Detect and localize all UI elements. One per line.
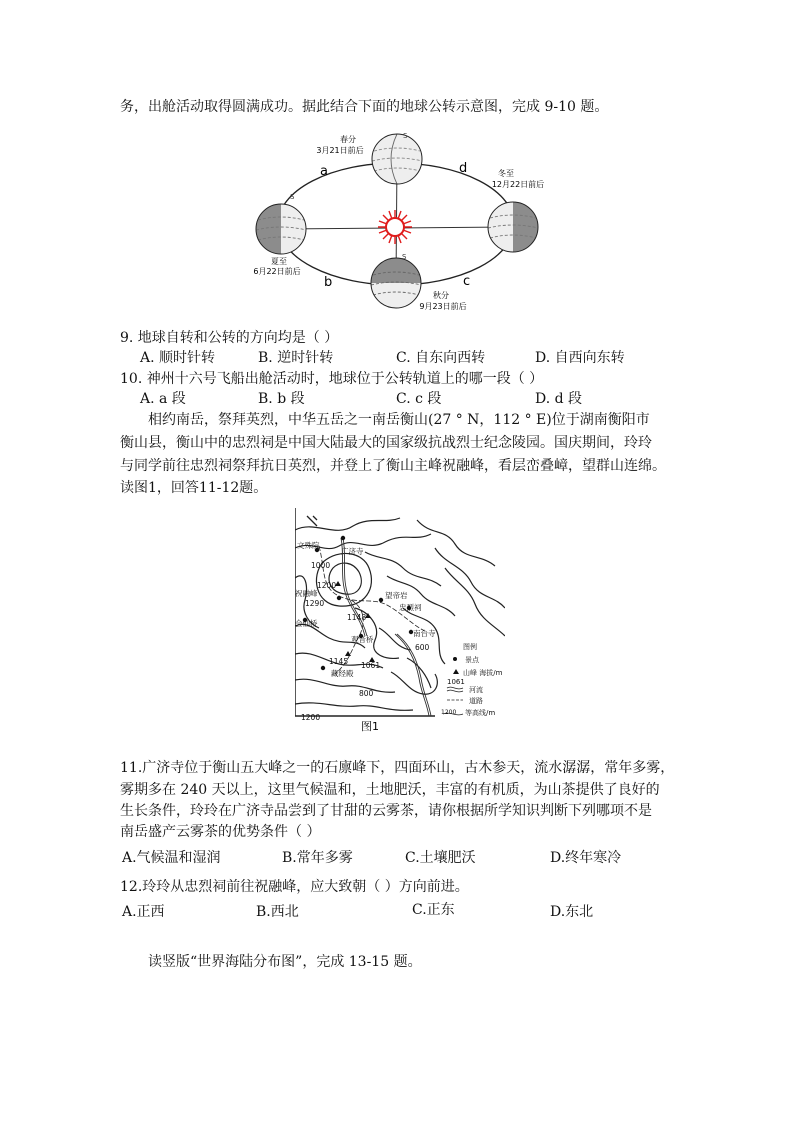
q9-option-d[interactable]: D. 自西向东转 [535, 350, 625, 366]
legend-spot: 景点 [465, 656, 479, 664]
q11-line-1: 11.广济寺位于衡山五大峰之一的石廪峰下，四面环山，古木参天，流水潺潺，常年多雾， [120, 760, 675, 776]
q12-option-b[interactable]: B.西北 [256, 904, 299, 920]
q9-option-a[interactable]: A. 顺时针转 [140, 350, 216, 366]
q10-stem: 10. 神州十六号飞船出舱活动时，地球位于公转轨道上的哪一段（ ） [120, 371, 544, 387]
passage-line-1: 相约南岳，祭拜英烈，中华五岳之一南岳衡山(27 ° N，112 ° E)位于湖南衡阳市 [148, 412, 650, 428]
elev-1148: 1148 [347, 613, 367, 622]
passage-line-2: 衡山县，衡山中的忠烈祠是中国大陆最大的国家级抗战烈士纪念陵园。国庆期间，玲玲 [120, 435, 652, 451]
map-caption: 图1 [361, 720, 379, 733]
q10-option-a[interactable]: A. a 段 [140, 391, 186, 407]
earth-orbit-diagram [240, 128, 550, 320]
passage-line-3: 与同学前往忠烈祠祭拜抗日英烈，并登上了衡山主峰祝融峰，看层峦叠嶂，望群山连绵。 [120, 458, 666, 474]
q9-option-c[interactable]: C. 自东向西转 [396, 350, 486, 366]
pole-label: S [403, 132, 408, 140]
q11-line-2: 雾期多在 240 天以上，这里气候温和，土地肥沃，丰富的有机质，为山茶提供了良好的 [120, 782, 660, 798]
q9-stem: 9. 地球自转和公转的方向均是（ ） [120, 330, 339, 346]
svg-text:S: S [402, 253, 407, 261]
globe-spring [370, 132, 424, 186]
q10-option-b[interactable]: B. b 段 [258, 391, 305, 407]
q10-option-d[interactable]: D. d 段 [535, 391, 583, 407]
q11-option-d[interactable]: D.终年寒冷 [550, 850, 622, 866]
segment-d: d [459, 161, 468, 176]
intro-text: 务，出舱活动取得圆满成功。据此结合下面的地球公转示意图，完成 9-10 题。 [120, 99, 609, 115]
globe-summer [252, 202, 308, 256]
q11-option-b[interactable]: B.常年多雾 [282, 850, 353, 866]
globe-winter [486, 200, 543, 254]
q11-option-a[interactable]: A.气候温和湿润 [122, 850, 221, 866]
legend-contour-value: 1200 [441, 709, 457, 716]
label-spring: 春分 [340, 135, 356, 144]
q12-option-a[interactable]: A.正西 [122, 904, 165, 920]
label-autumn: 秋分 [433, 291, 449, 300]
elev-1061: 1061 [361, 661, 381, 670]
legend-river: 河流 [469, 686, 483, 694]
legend-peak-value: 1061 [447, 678, 465, 686]
legend-road: 道路 [469, 697, 483, 705]
label-autumn-date: 9月23日前后 [419, 302, 467, 311]
place-zhonglie: 忠烈祠 [399, 603, 422, 612]
segment-a: a [320, 164, 328, 179]
sun-icon [378, 210, 412, 244]
q10-option-c[interactable]: C. c 段 [396, 391, 442, 407]
elev-1200: 1200 [317, 581, 337, 590]
elev-600: 600 [415, 643, 430, 652]
svg-text:S: S [290, 193, 295, 201]
segment-b: b [324, 275, 333, 290]
elev-1000: 1000 [311, 561, 331, 570]
q12-option-c[interactable]: C.正东 [412, 902, 455, 918]
label-summer: 夏至 [271, 257, 287, 266]
place-wenshu: 文殊院 [297, 541, 320, 550]
place-zhurong: 祝融峰 [295, 589, 318, 598]
elev-800: 800 [359, 689, 374, 698]
q12-stem: 12.玲玲从忠烈祠前往祝融峰，应大致朝（ ）方向前进。 [120, 879, 469, 895]
elev-1200-bottom: 1200 [301, 713, 321, 722]
globe-autumn [369, 256, 423, 310]
q12-option-d[interactable]: D.东北 [550, 904, 594, 920]
q13-intro: 读竖版“世界海陆分布图”，完成 13-15 题。 [148, 954, 422, 970]
q11-line-4: 南岳盛产云雾茶的优势条件（ ） [120, 824, 321, 840]
passage-line-4: 读图1，回答11-12题。 [120, 480, 268, 496]
elev-1145: 1145 [329, 657, 349, 666]
q11-option-c[interactable]: C.土壤肥沃 [405, 850, 476, 866]
place-nantai: 南台寺 [413, 629, 436, 638]
hengshan-topo-map [295, 508, 505, 734]
legend-contour: 等高线/m [465, 709, 496, 717]
elev-1290: 1290 [305, 599, 325, 608]
label-winter: 冬至 [498, 169, 514, 178]
label-summer-date: 6月22日前后 [253, 267, 301, 276]
place-huixian: 会仙桥 [295, 619, 318, 628]
legend-peak: 山峰 海拔/m [463, 669, 503, 677]
place-guanyin: 观音桥 [351, 635, 374, 644]
place-wuyanyan: 望帝岩 [385, 591, 408, 600]
label-winter-date: 12月22日前后 [491, 180, 545, 189]
label-spring-date: 3月21日前后 [316, 146, 364, 155]
place-cangjing: 藏经殿 [331, 669, 354, 678]
place-guangji: 广济寺 [341, 547, 364, 556]
segment-c: c [463, 274, 471, 289]
q11-line-3: 生长条件，玲玲在广济寺品尝到了甘甜的云雾茶，请你根据所学知识判断下列哪项不是 [120, 803, 652, 819]
legend-title: 图例 [463, 643, 477, 651]
q9-option-b[interactable]: B. 逆时针转 [258, 350, 334, 366]
